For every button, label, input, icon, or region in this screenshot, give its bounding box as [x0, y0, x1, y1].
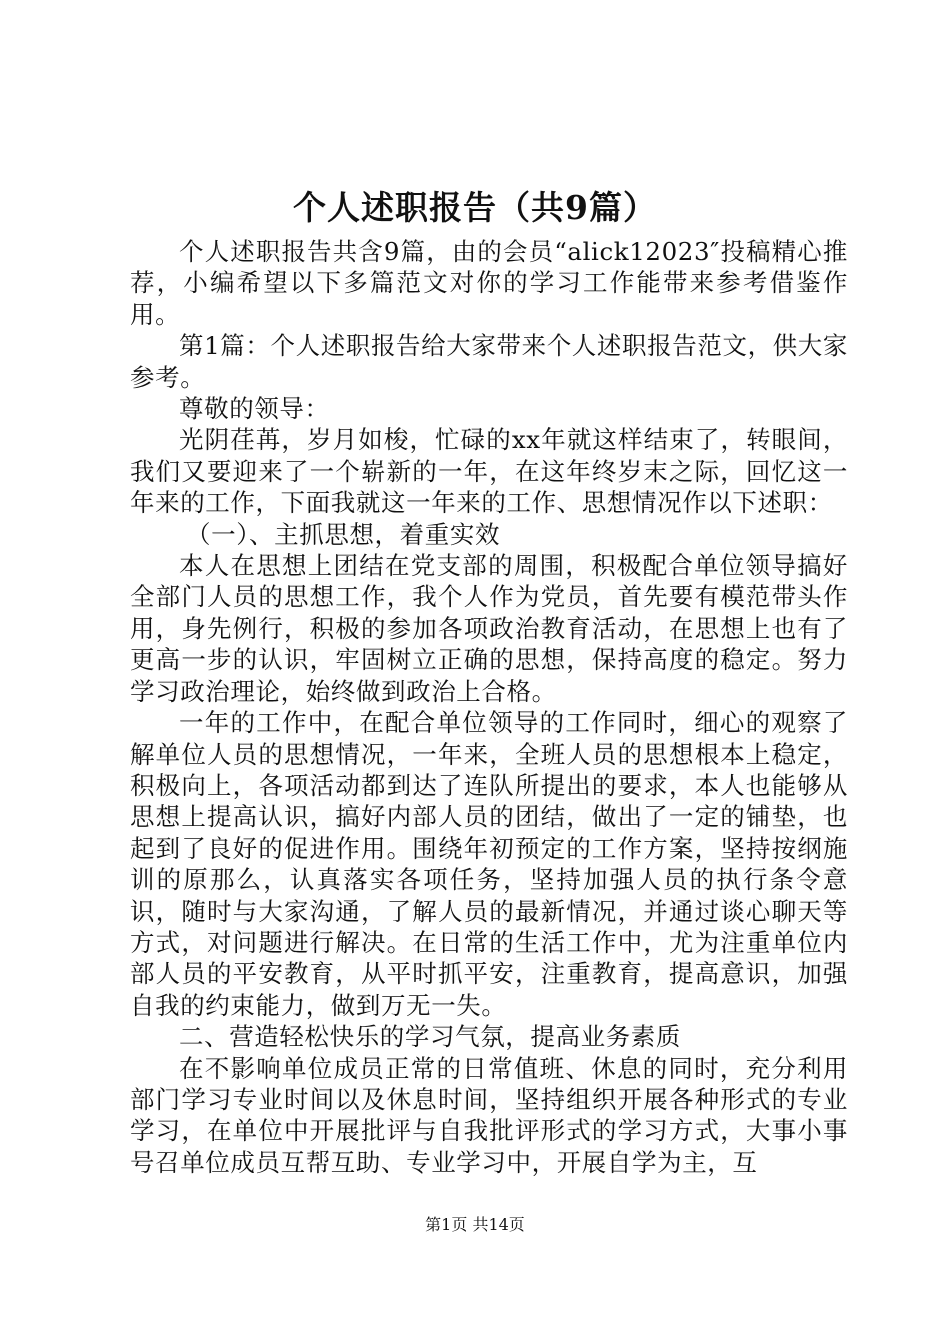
intro-paragraph: 个人述职报告共含9篇，由的会员“alick12023″投稿精心推荐，小编希望以下多篇范文对你的学习工作能带来参考借鉴作用。: [130, 237, 848, 329]
page-number-footer: 第1页 共14页: [425, 1215, 525, 1234]
section-heading: （一）、主抓思想，着重实效: [186, 519, 501, 549]
body-paragraph: 本人在思想上团结在党支部的周围，积极配合单位领导搞好全部门人员的思想工作，我个人作为党员，首先要有模范带头作用，身先例行，积极的参加各项政治教育活动，在思想上也有了更高一步的认识，牢固树立正确的思想，保持高度的稳定。努力学习政治理论，始终做到政治上合格。: [130, 551, 848, 706]
body-paragraph: 在不影响单位成员正常的日常值班、休息的同时，充分利用部门学习专业时间以及休息时间，坚持组织开展各种形式的专业学习，在单位中开展批评与自我批评形式的学习方式，大事小事号召单位成员互帮互助、专业学习中，开展自学为主，互: [130, 1053, 848, 1177]
body-paragraph: 光阴荏苒，岁月如梭，忙碌的xx年就这样结束了，转眼间，我们又要迎来了一个崭新的一年，在这年终岁末之际，回忆这一年来的工作，下面我就这一年来的工作、思想情况作以下述职：: [130, 425, 848, 518]
section-heading: 二、营造轻松快乐的学习气氛，提高业务素质: [179, 1022, 681, 1052]
body-paragraph: 一年的工作中，在配合单位领导的工作同时，细心的观察了解单位人员的思想情况，一年来，全班人员的思想根本上稳定，积极向上，各项活动都到达了连队所提出的要求，本人也能够从思想上提高认识，搞好内部人员的团结，做出了一定的铺垫，也起到了良好的促进作用。围绕年初预定的工作方案，坚持按纲施训的原那么，认真落实各项任务，坚持加强人员的执行条令意识，随时与大家沟通，了解人员的最新情况，并通过谈心聊天等方式，对问题进行解决。在日常的生活工作中，尤为注重单位内部人员的平安教育，从平时抓平安，注重教育，提高意识，加强自我的约束能力，做到万无一失。: [130, 708, 848, 1020]
document-body: [130, 236, 848, 1178]
chapter-heading: 第1篇：个人述职报告给大家带来个人述职报告范文，供大家参考。: [130, 331, 848, 392]
document-title: 个人述职报告（共9篇）: [293, 188, 657, 227]
salutation: 尊敬的领导：: [179, 394, 330, 424]
